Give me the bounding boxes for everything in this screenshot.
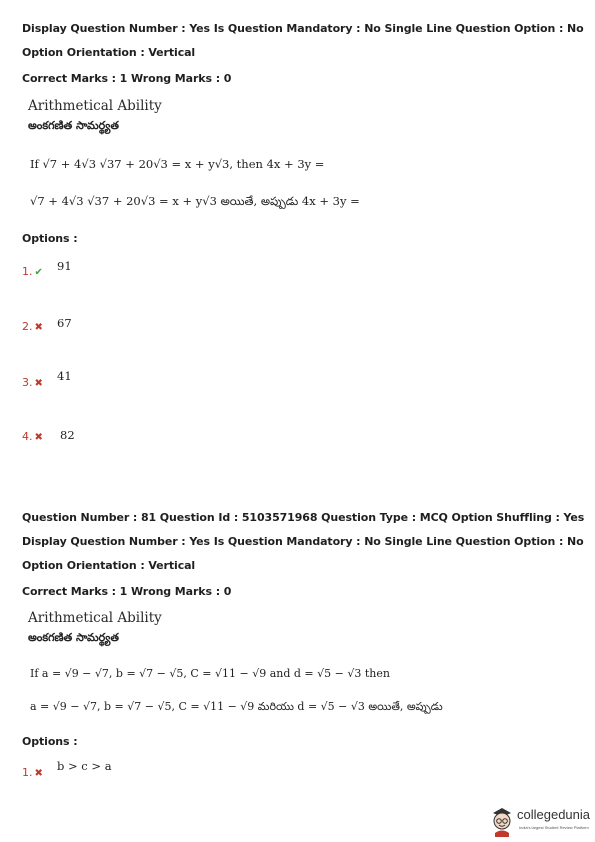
- cross-icon: ✖: [34, 322, 43, 333]
- cross-icon: ✖: [34, 432, 43, 443]
- question-text-telugu: √7 + 4√3 √37 + 20√3 = x + y√3 అయితే, అప్పుడు 4x + 3y =: [30, 194, 360, 208]
- option-text: b > c > a: [57, 759, 112, 773]
- question-text-english: If a = √9 − √7, b = √7 − √5, C = √11 − √9 and d = √5 − √3 then: [30, 667, 390, 680]
- option-number: 3. ✖: [22, 376, 43, 389]
- option-text: 67: [57, 316, 72, 330]
- subject-title: Arithmetical Ability: [28, 610, 162, 626]
- question-text-telugu: a = √9 − √7, b = √7 − √5, C = √11 − √9 మరియు d = √5 − √3 అయితే, అప్పుడు: [30, 700, 443, 713]
- question-marks: Correct Marks : 1 Wrong Marks : 0: [22, 72, 232, 85]
- question-header: Question Number : 81 Question Id : 5103571968 Question Type : MCQ Option Shuffling : Yes: [22, 511, 585, 524]
- option-text: 41: [57, 369, 72, 383]
- question-meta-orientation: Option Orientation : Vertical: [22, 559, 196, 572]
- collegedunia-logo: [489, 803, 595, 839]
- subject-title: Arithmetical Ability: [28, 98, 162, 114]
- cross-icon: ✖: [34, 378, 43, 389]
- options-label: Options :: [22, 735, 78, 748]
- option-number: 1. ✖: [22, 766, 43, 779]
- subject-title-telugu: అంకగణిత సామర్థ్యత: [28, 119, 119, 132]
- option-text: 82: [60, 428, 75, 442]
- question-meta-display: Display Question Number : Yes Is Question Mandatory : No Single Line Question Option : No: [22, 22, 584, 35]
- cross-icon: ✖: [34, 768, 43, 779]
- logo-wordmark: collegedunia: [517, 807, 591, 822]
- question-meta-orientation: Option Orientation : Vertical: [22, 46, 196, 59]
- option-number: 4. ✖: [22, 430, 43, 443]
- check-icon: ✔: [34, 267, 43, 278]
- question-meta-display: Display Question Number : Yes Is Question Mandatory : No Single Line Question Option : No: [22, 535, 584, 548]
- subject-title-telugu: అంకగణిత సామర్థ్యత: [28, 631, 119, 644]
- mascot-icon: [489, 803, 515, 837]
- logo-tagline: India's largest Student Review Platform: [519, 825, 589, 830]
- option-number: 1. ✔: [22, 265, 43, 278]
- question-marks: Correct Marks : 1 Wrong Marks : 0: [22, 585, 232, 598]
- question-text-english: If √7 + 4√3 √37 + 20√3 = x + y√3, then 4x + 3y =: [30, 157, 325, 171]
- options-label: Options :: [22, 232, 78, 245]
- option-number: 2. ✖: [22, 320, 43, 333]
- option-text: 91: [57, 259, 72, 273]
